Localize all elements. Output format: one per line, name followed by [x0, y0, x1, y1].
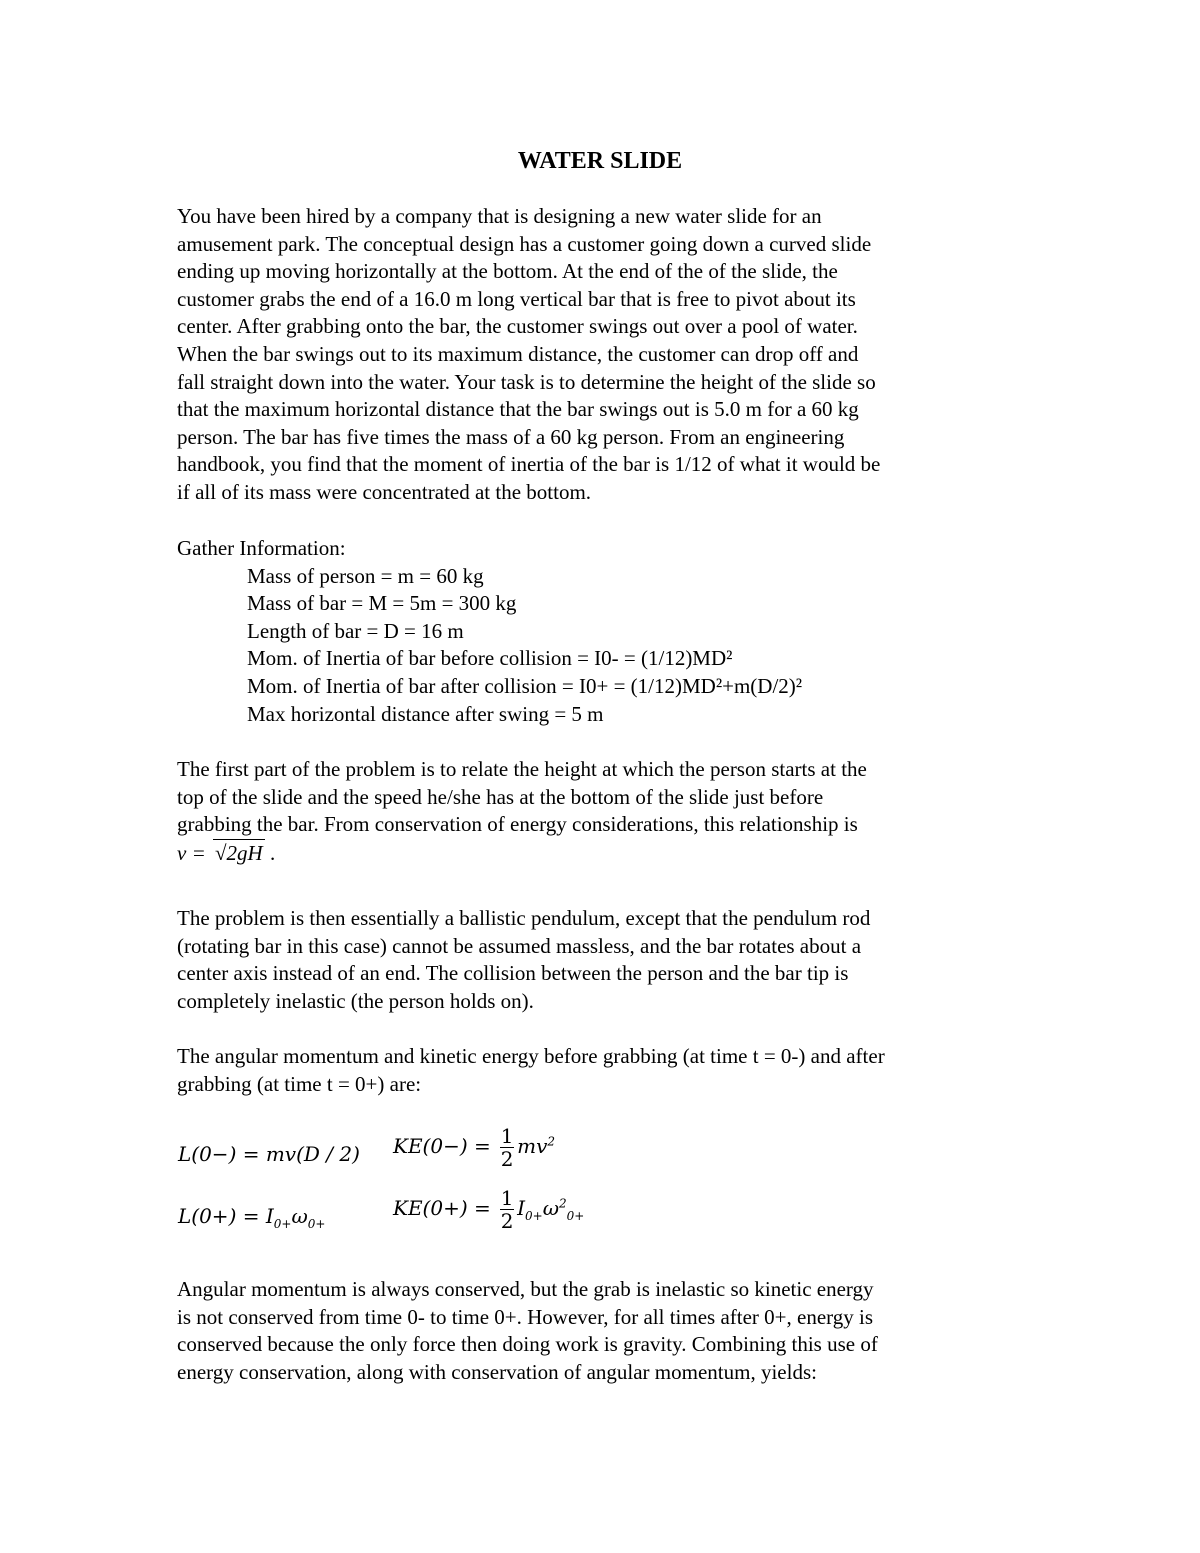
- fraction-denominator: 2: [500, 1147, 514, 1171]
- pendulum-paragraph: [177, 905, 1047, 1015]
- subscript: 0+: [525, 1209, 543, 1223]
- text-line: grabbing the bar. From conservation of energy considerations, this relationship is: [177, 812, 858, 837]
- text-line: (rotating bar in this case) cannot be assumed massless, and the bar rotates about a: [177, 933, 862, 958]
- one-half-fraction: [500, 1125, 514, 1170]
- text-line: When the bar swings out to its maximum distance, the customer can drop off and: [177, 341, 859, 366]
- energy-paragraph: [177, 756, 1047, 867]
- sqrt-content: 2gH: [226, 840, 263, 865]
- text-line: amusement park. The conceptual design has a customer going down a curved slide: [177, 231, 872, 256]
- angular-momentum-after: [178, 1203, 325, 1239]
- fraction-denominator: 2: [500, 1209, 514, 1233]
- ke-after-lhs: KE(0+) =: [393, 1196, 498, 1220]
- text-line: ending up moving horizontally at the bottom. At the end of the of the slide, the: [177, 259, 838, 284]
- gather-item: Mom. of Inertia of bar after collision = I0+ = (1/12)MD²+m(D/2)²: [247, 673, 803, 698]
- omega-symbol: ω: [542, 1196, 560, 1220]
- inertia-symbol: I: [517, 1196, 526, 1220]
- text-line: center axis instead of an end. The collision between the person and the bar tip is: [177, 961, 849, 986]
- text-line: that the maximum horizontal distance that the bar swings out is 5.0 m for a 60 kg: [177, 397, 859, 422]
- text-line: completely inelastic (the person holds on).: [177, 988, 534, 1013]
- sqrt-term: √2gH: [213, 839, 265, 868]
- momentum-paragraph: [177, 1043, 1047, 1098]
- gather-item: Length of bar = D = 16 m: [247, 618, 464, 643]
- subscript: 0+: [273, 1217, 292, 1231]
- text-line: if all of its mass were concentrated at the bottom.: [177, 479, 592, 504]
- text-line: energy conservation, along with conservation of angular momentum, yields:: [177, 1359, 817, 1384]
- gather-item: Mom. of Inertia of bar before collision = I0- = (1/12)MD²: [247, 646, 733, 671]
- squared-exponent: 2: [547, 1134, 556, 1149]
- text-line: top of the slide and the speed he/she has at the bottom of the slide just before: [177, 784, 824, 809]
- text-line: The angular momentum and kinetic energy before grabbing (at time t = 0-) and after: [177, 1044, 885, 1068]
- intro-paragraph: [177, 203, 1047, 507]
- text-line: center. After grabbing onto the bar, the customer swings out over a pool of water.: [177, 314, 858, 339]
- subscript: 0+: [566, 1209, 585, 1223]
- angular-momentum-before: L(0−) = mv(D / 2): [178, 1142, 360, 1166]
- fraction-numerator: 1: [500, 1124, 514, 1148]
- one-half-fraction: [500, 1187, 514, 1232]
- kinetic-energy-after: [393, 1187, 584, 1232]
- text-line: is not conserved from time 0- to time 0+. However, for all times after 0+, energy is: [177, 1304, 874, 1329]
- equation-tail: .: [264, 840, 276, 865]
- text-line: Angular momentum is always conserved, but the grab is inelastic so kinetic energy: [177, 1277, 874, 1301]
- gather-heading: Gather Information:: [177, 536, 346, 560]
- ke-before-lhs: KE(0−) =: [393, 1134, 498, 1158]
- text-line: The problem is then essentially a ballistic pendulum, except that the pendulum rod: [177, 906, 871, 930]
- text-line: person. The bar has five times the mass of a 60 kg person. From an engineering: [177, 424, 845, 449]
- velocity-equation: [177, 839, 1047, 868]
- ke-before-rhs: mv: [517, 1134, 548, 1158]
- fraction-numerator: 1: [500, 1186, 514, 1210]
- subscript: 0+: [307, 1217, 326, 1231]
- text-line: fall straight down into the water. Your task is to determine the height of the slide so: [177, 369, 876, 394]
- text-line: The first part of the problem is to relate the height at which the person starts at the: [177, 757, 867, 781]
- conservation-paragraph: [177, 1276, 1047, 1386]
- text-line: grabbing (at time t = 0+) are:: [177, 1071, 422, 1096]
- gather-item: Mass of person = m = 60 kg: [247, 563, 484, 588]
- text-line: customer grabs the end of a 16.0 m long vertical bar that is free to pivot about its: [177, 286, 856, 311]
- gather-information: [177, 535, 1047, 728]
- text-line: conserved because the only force then doing work is gravity. Combining this use of: [177, 1332, 878, 1357]
- kinetic-energy-before: [393, 1125, 555, 1170]
- page-title: WATER SLIDE: [517, 148, 683, 174]
- velocity-lhs: v =: [177, 840, 211, 865]
- text-line: handbook, you find that the moment of inertia of the bar is 1/12 of what it would be: [177, 452, 881, 477]
- l-after-lhs: L(0+) = I: [178, 1204, 274, 1228]
- gather-item: Max horizontal distance after swing = 5 m: [247, 701, 604, 726]
- gather-item: Mass of bar = M = 5m = 300 kg: [247, 591, 517, 616]
- text-line: You have been hired by a company that is designing a new water slide for an: [177, 204, 822, 228]
- squared-exponent: 2: [559, 1196, 567, 1211]
- omega-symbol: ω: [291, 1204, 308, 1228]
